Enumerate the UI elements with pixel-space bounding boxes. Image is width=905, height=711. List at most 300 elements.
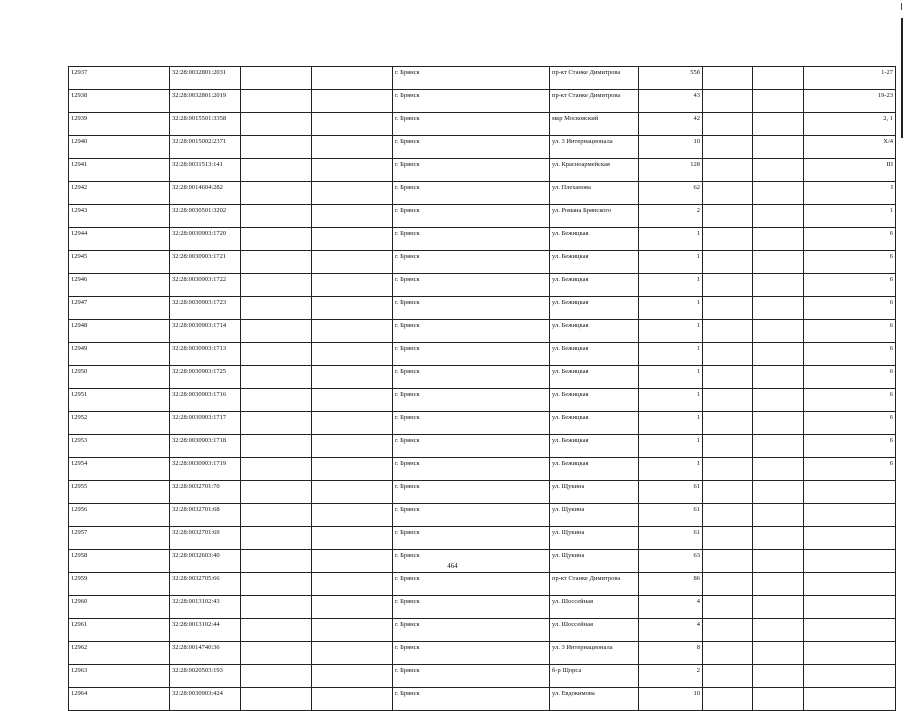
- cell-house: 10: [639, 688, 703, 711]
- cell-empty: [312, 481, 393, 504]
- cell-empty: [241, 113, 312, 136]
- cell-house: 43: [639, 90, 703, 113]
- cell-empty: [753, 113, 804, 136]
- table-row: [69, 527, 896, 550]
- cell-cadastral-number: 32:28:0030903:424: [170, 688, 241, 711]
- cell-street: ул. Щукина: [550, 504, 639, 527]
- cell-street: ул. Бежицкая: [550, 343, 639, 366]
- cell-empty: [703, 527, 753, 550]
- table-row: [69, 205, 896, 228]
- cell-empty: [753, 596, 804, 619]
- cell-street: ул. Плеханова: [550, 182, 639, 205]
- cell-empty: [753, 205, 804, 228]
- cell-flat: [804, 481, 896, 504]
- cell-empty: [312, 688, 393, 711]
- cell-empty: [703, 182, 753, 205]
- cell-number: 12942: [69, 182, 170, 205]
- cell-number: 12951: [69, 389, 170, 412]
- cell-number: 12939: [69, 113, 170, 136]
- cell-cadastral-number: 32:28:0032801:2019: [170, 90, 241, 113]
- cell-street: ул. Бежицкая: [550, 228, 639, 251]
- cell-city: г. Брянск: [393, 504, 550, 527]
- cell-empty: [312, 205, 393, 228]
- cell-street: ул. Евдокимова: [550, 688, 639, 711]
- cell-cadastral-number: 32:28:0030903:1723: [170, 297, 241, 320]
- cell-empty: [312, 619, 393, 642]
- cell-house: 1: [639, 366, 703, 389]
- cell-empty: [241, 665, 312, 688]
- cell-cadastral-number: 32:28:0032701:70: [170, 481, 241, 504]
- cell-flat: Х/4: [804, 136, 896, 159]
- cell-house: 10: [639, 136, 703, 159]
- cell-house: 1: [639, 435, 703, 458]
- cell-empty: [753, 182, 804, 205]
- cell-house: 1: [639, 458, 703, 481]
- cell-flat: III: [804, 159, 896, 182]
- cell-city: г. Брянск: [393, 389, 550, 412]
- cell-cadastral-number: 32:28:0032701:68: [170, 504, 241, 527]
- cell-empty: [312, 274, 393, 297]
- cell-empty: [241, 366, 312, 389]
- cell-number: 12959: [69, 573, 170, 596]
- cell-empty: [312, 113, 393, 136]
- cell-empty: [703, 435, 753, 458]
- cell-city: г. Брянск: [393, 251, 550, 274]
- cell-number: 12964: [69, 688, 170, 711]
- cell-number: 12937: [69, 67, 170, 90]
- cell-street: ул. 3 Интернационала: [550, 642, 639, 665]
- cell-empty: [753, 251, 804, 274]
- cell-empty: [241, 596, 312, 619]
- cell-number: 12950: [69, 366, 170, 389]
- cell-empty: [703, 481, 753, 504]
- table-row: [69, 573, 896, 596]
- cell-flat: 6: [804, 458, 896, 481]
- cell-house: 4: [639, 596, 703, 619]
- cell-empty: [703, 320, 753, 343]
- cell-empty: [241, 67, 312, 90]
- cell-city: г. Брянск: [393, 412, 550, 435]
- cell-empty: [241, 619, 312, 642]
- cell-city: г. Брянск: [393, 343, 550, 366]
- margin-mark-top: [901, 3, 902, 10]
- cell-street: ул. Щукина: [550, 527, 639, 550]
- cell-flat: [804, 527, 896, 550]
- cell-empty: [703, 113, 753, 136]
- table-row: [69, 412, 896, 435]
- cell-city: г. Брянск: [393, 297, 550, 320]
- cell-street: ул. Бежицкая: [550, 274, 639, 297]
- cell-empty: [241, 412, 312, 435]
- cell-empty: [241, 320, 312, 343]
- cell-number: 12944: [69, 228, 170, 251]
- cell-empty: [703, 366, 753, 389]
- cell-house: 4: [639, 619, 703, 642]
- cell-number: 12957: [69, 527, 170, 550]
- cell-flat: [804, 596, 896, 619]
- cell-city: г. Брянск: [393, 596, 550, 619]
- cell-street: ул. Красноармейская: [550, 159, 639, 182]
- cell-empty: [241, 228, 312, 251]
- cell-number: 12948: [69, 320, 170, 343]
- cell-empty: [703, 596, 753, 619]
- cell-cadastral-number: 32:28:0030903:1721: [170, 251, 241, 274]
- cell-city: г. Брянск: [393, 573, 550, 596]
- cell-empty: [703, 573, 753, 596]
- cell-empty: [312, 343, 393, 366]
- cell-empty: [753, 320, 804, 343]
- cell-empty: [753, 688, 804, 711]
- cell-street: ул. Бежицкая: [550, 389, 639, 412]
- cell-empty: [753, 343, 804, 366]
- cell-city: г. Брянск: [393, 90, 550, 113]
- cell-empty: [312, 665, 393, 688]
- cell-city: г. Брянск: [393, 274, 550, 297]
- cell-empty: [312, 527, 393, 550]
- cell-empty: [703, 297, 753, 320]
- cell-street: пр-кт Станке Димитрова: [550, 573, 639, 596]
- cell-empty: [753, 573, 804, 596]
- cell-empty: [241, 642, 312, 665]
- cell-house: 63: [639, 550, 703, 573]
- cell-house: 8: [639, 642, 703, 665]
- cell-number: 12938: [69, 90, 170, 113]
- cell-number: 12956: [69, 504, 170, 527]
- cell-empty: [241, 688, 312, 711]
- cell-empty: [312, 159, 393, 182]
- cell-house: 42: [639, 113, 703, 136]
- table-row: [69, 642, 896, 665]
- cell-city: г. Брянск: [393, 67, 550, 90]
- cell-city: г. Брянск: [393, 642, 550, 665]
- table-row: [69, 481, 896, 504]
- cell-empty: [312, 320, 393, 343]
- table-row: [69, 366, 896, 389]
- cell-empty: [753, 274, 804, 297]
- cell-empty: [312, 90, 393, 113]
- cell-cadastral-number: 32:28:0013102:44: [170, 619, 241, 642]
- cell-flat: [804, 573, 896, 596]
- cell-empty: [312, 228, 393, 251]
- cell-empty: [703, 159, 753, 182]
- cell-empty: [703, 90, 753, 113]
- cell-empty: [241, 182, 312, 205]
- cell-flat: 6: [804, 435, 896, 458]
- margin-mark: [901, 18, 903, 138]
- cell-cadastral-number: 32:28:0015501:3358: [170, 113, 241, 136]
- cell-empty: [703, 205, 753, 228]
- table-row: [69, 435, 896, 458]
- cell-city: г. Брянск: [393, 182, 550, 205]
- cell-number: 12940: [69, 136, 170, 159]
- cell-cadastral-number: 32:28:0013102:43: [170, 596, 241, 619]
- cell-flat: [804, 688, 896, 711]
- cell-cadastral-number: 32:28:0032701:69: [170, 527, 241, 550]
- cell-city: г. Брянск: [393, 527, 550, 550]
- table-row: [69, 90, 896, 113]
- table-row: [69, 688, 896, 711]
- cell-flat: 6: [804, 366, 896, 389]
- cell-flat: 1-27: [804, 67, 896, 90]
- cell-flat: 6: [804, 251, 896, 274]
- cell-empty: [241, 504, 312, 527]
- cell-empty: [753, 642, 804, 665]
- cell-flat: 6: [804, 412, 896, 435]
- cell-flat: 6: [804, 343, 896, 366]
- cell-city: г. Брянск: [393, 435, 550, 458]
- cell-house: 61: [639, 481, 703, 504]
- cell-empty: [753, 136, 804, 159]
- cell-cadastral-number: 32:28:0030903:1719: [170, 458, 241, 481]
- cell-empty: [241, 343, 312, 366]
- cell-house: 1: [639, 343, 703, 366]
- cell-empty: [241, 159, 312, 182]
- cell-empty: [753, 228, 804, 251]
- cell-cadastral-number: 32:28:0030903:1720: [170, 228, 241, 251]
- cell-number: 12963: [69, 665, 170, 688]
- cell-number: 12941: [69, 159, 170, 182]
- cell-flat: 6: [804, 228, 896, 251]
- cell-empty: [753, 159, 804, 182]
- cell-empty: [241, 481, 312, 504]
- cell-cadastral-number: 32:28:0020503:193: [170, 665, 241, 688]
- cell-empty: [753, 435, 804, 458]
- cell-empty: [753, 389, 804, 412]
- cell-flat: 6: [804, 389, 896, 412]
- cell-flat: 6: [804, 274, 896, 297]
- cell-number: 12946: [69, 274, 170, 297]
- cell-flat: 6: [804, 320, 896, 343]
- cell-cadastral-number: 32:28:0030903:1718: [170, 435, 241, 458]
- cell-empty: [312, 389, 393, 412]
- table-row: [69, 228, 896, 251]
- cell-house: 1: [639, 228, 703, 251]
- cell-number: 12961: [69, 619, 170, 642]
- cell-flat: 6: [804, 297, 896, 320]
- cell-empty: [703, 389, 753, 412]
- table-row: [69, 274, 896, 297]
- cell-street: б-р Щорса: [550, 665, 639, 688]
- cell-empty: [753, 366, 804, 389]
- cell-empty: [703, 642, 753, 665]
- cell-street: ул. Бежицкая: [550, 320, 639, 343]
- cell-empty: [312, 596, 393, 619]
- cell-street: ул. Бежицкая: [550, 366, 639, 389]
- cell-street: мкр Московский: [550, 113, 639, 136]
- cell-number: 12952: [69, 412, 170, 435]
- table-row: [69, 619, 896, 642]
- cell-empty: [312, 251, 393, 274]
- cell-empty: [312, 297, 393, 320]
- cell-empty: [241, 435, 312, 458]
- cell-number: 12960: [69, 596, 170, 619]
- cell-number: 12953: [69, 435, 170, 458]
- cell-empty: [753, 412, 804, 435]
- cell-number: 12945: [69, 251, 170, 274]
- table-row: [69, 251, 896, 274]
- cell-city: г. Брянск: [393, 665, 550, 688]
- cell-empty: [703, 458, 753, 481]
- cell-empty: [753, 458, 804, 481]
- cell-empty: [703, 343, 753, 366]
- cell-empty: [753, 67, 804, 90]
- cell-city: г. Брянск: [393, 458, 550, 481]
- cell-empty: [753, 90, 804, 113]
- cell-empty: [312, 504, 393, 527]
- cell-house: 1: [639, 412, 703, 435]
- cell-street: пр-кт Станке Димитрова: [550, 90, 639, 113]
- table-row: [69, 504, 896, 527]
- cell-empty: [753, 619, 804, 642]
- cell-empty: [312, 435, 393, 458]
- cell-cadastral-number: 32:28:0030903:1714: [170, 320, 241, 343]
- cell-street: пр-кт Станке Димитрова: [550, 67, 639, 90]
- cell-empty: [241, 274, 312, 297]
- cell-city: г. Брянск: [393, 688, 550, 711]
- cell-empty: [753, 504, 804, 527]
- cell-empty: [703, 274, 753, 297]
- table-row: [69, 113, 896, 136]
- cell-house: 1: [639, 251, 703, 274]
- cell-flat: [804, 642, 896, 665]
- cell-street: ул. Бежицкая: [550, 458, 639, 481]
- cell-house: 61: [639, 504, 703, 527]
- cell-empty: [312, 573, 393, 596]
- cell-number: 12947: [69, 297, 170, 320]
- cell-city: г. Брянск: [393, 228, 550, 251]
- cell-cadastral-number: 32:28:0014740:36: [170, 642, 241, 665]
- cell-street: ул. Бежицкая: [550, 297, 639, 320]
- cell-empty: [703, 504, 753, 527]
- cell-house: 55б: [639, 67, 703, 90]
- cell-cadastral-number: 32:28:0030903:1716: [170, 389, 241, 412]
- cell-empty: [703, 688, 753, 711]
- cell-empty: [703, 665, 753, 688]
- cell-flat: 19-23: [804, 90, 896, 113]
- cell-cadastral-number: 32:28:0030903:1717: [170, 412, 241, 435]
- cell-street: ул. Бежицкая: [550, 412, 639, 435]
- table-row: [69, 343, 896, 366]
- cell-cadastral-number: 32:28:0032603:40: [170, 550, 241, 573]
- cell-flat: 2, 1: [804, 113, 896, 136]
- table-row: [69, 596, 896, 619]
- cell-house: 2: [639, 205, 703, 228]
- cell-city: г. Брянск: [393, 320, 550, 343]
- cell-flat: 1: [804, 205, 896, 228]
- cell-house: 1: [639, 274, 703, 297]
- page-number: 464: [447, 562, 458, 570]
- table-row: [69, 136, 896, 159]
- cell-house: 62: [639, 182, 703, 205]
- cell-empty: [753, 527, 804, 550]
- cell-city: г. Брянск: [393, 136, 550, 159]
- table-row: [69, 182, 896, 205]
- cell-empty: [241, 205, 312, 228]
- cell-empty: [312, 458, 393, 481]
- cell-empty: [312, 136, 393, 159]
- cell-street: ул. Шоссейная: [550, 596, 639, 619]
- cell-number: 12949: [69, 343, 170, 366]
- cell-empty: [703, 412, 753, 435]
- cell-cadastral-number: 32:28:0030903:1713: [170, 343, 241, 366]
- cell-number: 12955: [69, 481, 170, 504]
- cell-empty: [703, 67, 753, 90]
- cell-empty: [312, 366, 393, 389]
- cell-empty: [241, 573, 312, 596]
- cell-empty: [703, 228, 753, 251]
- cell-street: ул. Щукина: [550, 550, 639, 573]
- cell-street: ул. Щукина: [550, 481, 639, 504]
- cell-city: г. Брянск: [393, 113, 550, 136]
- cell-house: 61: [639, 527, 703, 550]
- cell-empty: [753, 665, 804, 688]
- cell-cadastral-number: 32:28:0031513:141: [170, 159, 241, 182]
- cell-cadastral-number: 32:28:0030501:3202: [170, 205, 241, 228]
- cell-street: ул. Шоссейная: [550, 619, 639, 642]
- cell-city: г. Брянск: [393, 481, 550, 504]
- table-row: [69, 297, 896, 320]
- cell-empty: [241, 389, 312, 412]
- cell-city: г. Брянск: [393, 619, 550, 642]
- table-row: [69, 159, 896, 182]
- cell-number: 12943: [69, 205, 170, 228]
- cell-cadastral-number: 32:28:0014604:282: [170, 182, 241, 205]
- cell-street: ул. 3 Интернационала: [550, 136, 639, 159]
- cell-empty: [703, 136, 753, 159]
- cell-flat: [804, 504, 896, 527]
- table-row: [69, 67, 896, 90]
- cell-empty: [241, 136, 312, 159]
- cell-cadastral-number: 32:28:0015002:2371: [170, 136, 241, 159]
- cell-cadastral-number: 32:28:0030903:1722: [170, 274, 241, 297]
- cell-empty: [241, 297, 312, 320]
- table-row: [69, 665, 896, 688]
- cell-city: г. Брянск: [393, 159, 550, 182]
- cell-empty: [703, 251, 753, 274]
- cell-empty: [241, 458, 312, 481]
- cell-house: 86: [639, 573, 703, 596]
- cell-cadastral-number: 32:28:0032705:66: [170, 573, 241, 596]
- cell-house: 128: [639, 159, 703, 182]
- table-row: [69, 320, 896, 343]
- cell-number: 12958: [69, 550, 170, 573]
- cell-number: 12962: [69, 642, 170, 665]
- table-row: [69, 458, 896, 481]
- table-row: [69, 389, 896, 412]
- cell-empty: [312, 182, 393, 205]
- cell-empty: [312, 642, 393, 665]
- cell-street: ул. Бежицкая: [550, 251, 639, 274]
- cell-city: г. Брянск: [393, 550, 550, 573]
- cell-empty: [312, 412, 393, 435]
- cell-empty: [241, 251, 312, 274]
- cell-empty: [753, 481, 804, 504]
- cell-house: 1: [639, 297, 703, 320]
- cell-empty: [241, 90, 312, 113]
- cell-house: 2: [639, 665, 703, 688]
- registry-table: [68, 66, 896, 711]
- cell-house: 1: [639, 389, 703, 412]
- cell-city: г. Брянск: [393, 366, 550, 389]
- cell-empty: [703, 619, 753, 642]
- cell-number: 12954: [69, 458, 170, 481]
- cell-street: ул. Бежицкая: [550, 435, 639, 458]
- cell-flat: I: [804, 182, 896, 205]
- cell-city: г. Брянск: [393, 205, 550, 228]
- cell-cadastral-number: 32:28:0032801:2031: [170, 67, 241, 90]
- cell-empty: [241, 527, 312, 550]
- cell-flat: [804, 665, 896, 688]
